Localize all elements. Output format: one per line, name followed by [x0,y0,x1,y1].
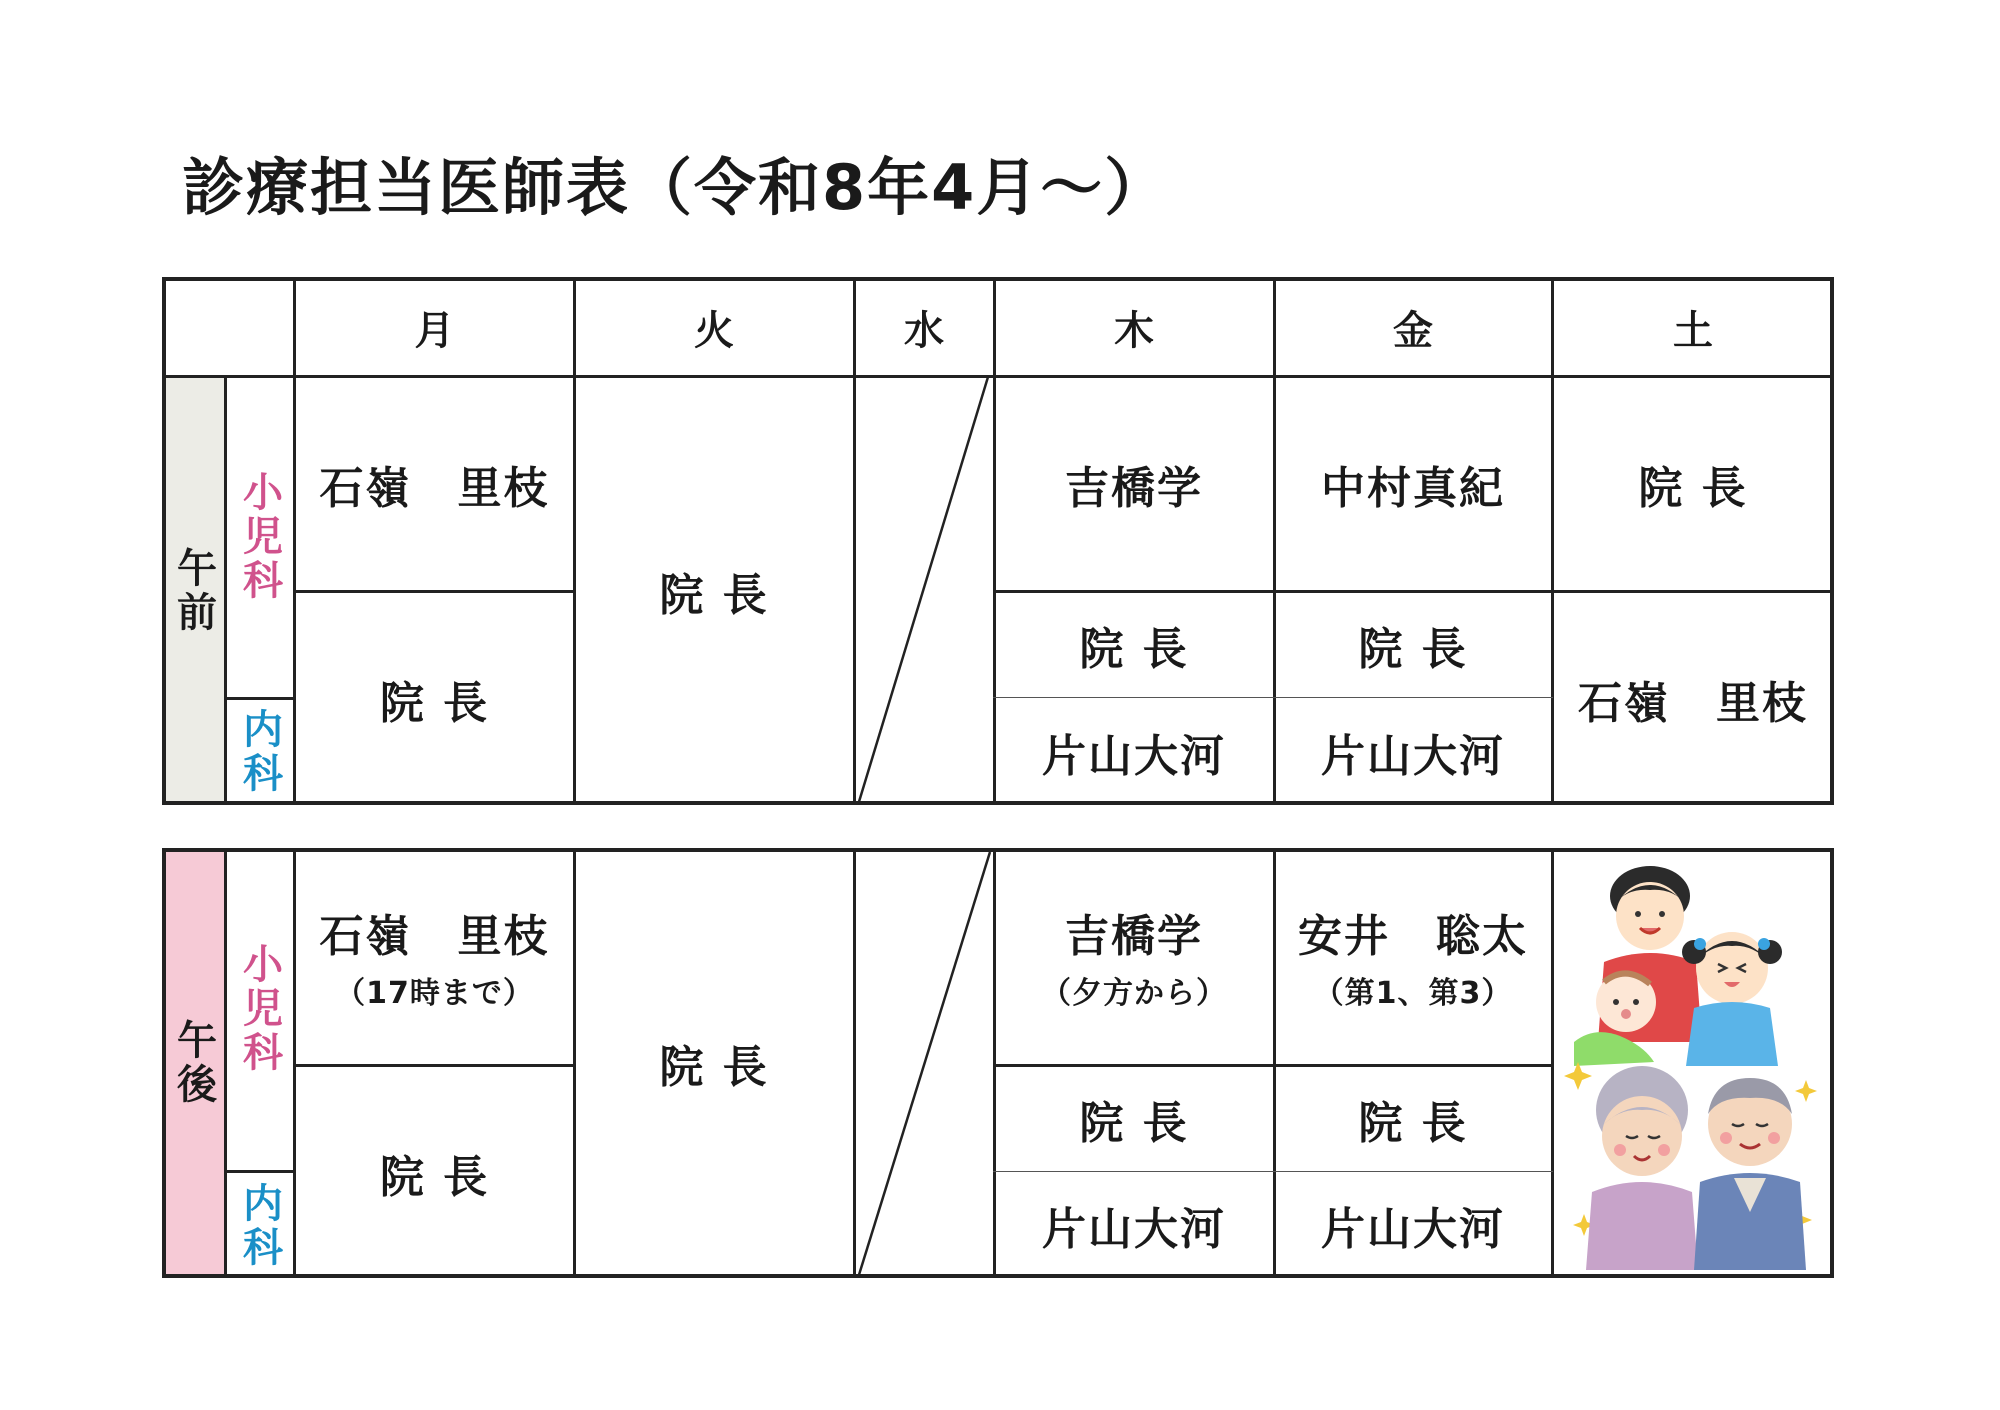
doctor-name: 吉橋学 [1065,911,1203,962]
morning-mon-internal [295,593,574,805]
afternoon-thu-internal-2 [994,1172,1274,1278]
morning-schedule-table [162,277,1834,805]
header-day-thu [994,277,1274,377]
day-label: 土 [1673,307,1713,354]
closed-slash-icon [854,377,994,805]
doctor-name: 片山大河 [1042,1204,1226,1255]
doctor-name: 院 長 [659,1042,769,1093]
schedule-note: （第1、第3） [1313,976,1513,1011]
afternoon-schedule-table [162,848,1834,1278]
day-label: 月 [414,307,455,354]
doctor-name: 院 長 [659,570,769,621]
afternoon-thu-pediatrics [994,848,1274,1064]
doctor-name: 院 長 [1358,624,1468,675]
morning-pediatrics-label: 小児科 [236,471,283,603]
doctor-name: 石嶺 里枝 [319,911,550,962]
header-day-mon [295,277,574,377]
day-label: 火 [694,307,734,354]
afternoon-thu-internal-1 [994,1067,1274,1171]
afternoon-internal-label: 内科 [236,1181,283,1270]
page-title: 診療担当医師表（令和8年4月～） [182,151,1169,224]
schedule-note: （17時まで） [335,976,534,1011]
morning-sat-pediatrics [1552,377,1834,590]
morning-mon-pediatrics [295,377,574,590]
morning-thu-internal-1 [994,593,1274,697]
morning-fri-internal-2 [1274,698,1552,805]
family-illustration-icon [1554,852,1830,1274]
doctor-name: 安井 聡太 [1298,911,1528,962]
schedule-note: （夕方から） [1041,976,1227,1011]
doctor-name: 片山大河 [1321,730,1505,782]
morning-sat-internal [1552,593,1834,805]
afternoon-label: 午後 [170,1019,217,1107]
afternoon-fri-internal-2 [1274,1172,1552,1278]
doctor-name: 院 長 [379,678,490,729]
morning-label: 午前 [170,547,217,635]
doctor-name: 石嶺 里枝 [1578,678,1808,729]
morning-thu-pediatrics [994,377,1274,590]
header-day-tue [574,277,854,377]
morning-fri-internal-1 [1274,593,1552,697]
header-day-sat [1552,277,1834,377]
morning-internal-label: 内科 [236,708,283,796]
doctor-name: 片山大河 [1042,730,1226,782]
doctor-name: 中村真紀 [1321,462,1505,514]
header-day-fri [1274,277,1552,377]
afternoon-tue [574,848,854,1278]
doctor-name: 院 長 [1079,1098,1189,1149]
doctor-name: 院 長 [1079,624,1189,675]
closed-slash-icon [854,848,994,1278]
day-label: 水 [904,307,944,354]
morning-tue [574,377,854,805]
doctor-name: 院 長 [1638,462,1748,514]
day-label: 金 [1393,307,1433,354]
header-day-wed [854,277,994,377]
doctor-name: 石嶺 里枝 [319,462,550,514]
morning-fri-pediatrics [1274,377,1552,590]
afternoon-mon-internal [295,1067,574,1278]
day-label: 木 [1114,307,1154,354]
doctor-name: 片山大河 [1321,1204,1505,1255]
doctor-name: 吉橋学 [1065,462,1203,514]
afternoon-mon-pediatrics [295,848,574,1064]
doctor-name: 院 長 [1358,1098,1468,1149]
afternoon-fri-internal-1 [1274,1067,1552,1171]
afternoon-fri-pediatrics [1274,848,1552,1064]
doctor-name: 院 長 [379,1151,490,1203]
morning-thu-internal-2 [994,698,1274,805]
afternoon-pediatrics-label: 小児科 [236,943,283,1075]
